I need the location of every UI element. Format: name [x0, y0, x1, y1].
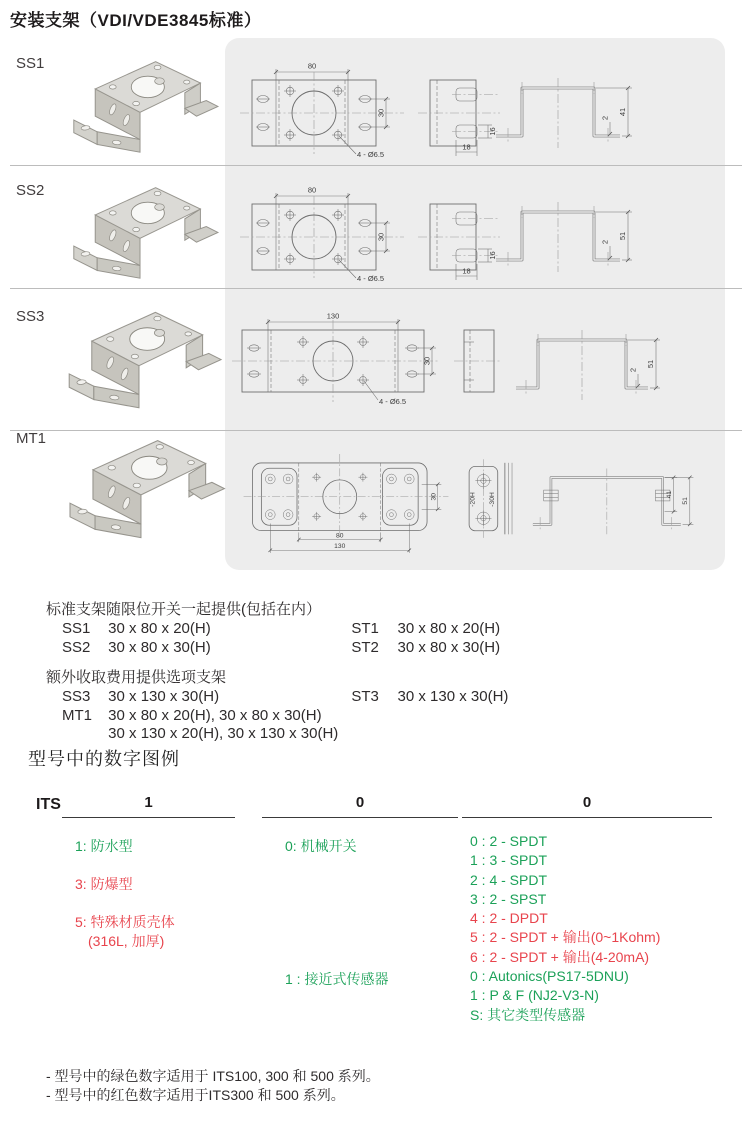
size-code: SS2: [62, 639, 91, 656]
legend-col1-item-1: 1: 防水型: [75, 838, 133, 854]
note-red-series: - 型号中的红色数字适用于ITS300 和 500 系列。: [46, 1087, 345, 1103]
dim-label: 51: [682, 497, 690, 505]
legend-col3-item: 1 : 3 - SPDT: [470, 852, 548, 869]
model-digit-slot-1: [62, 794, 235, 818]
model-digit-1: 1: [144, 794, 153, 811]
size-value: 30 x 80 x 20(H), 30 x 80 x 30(H): [108, 707, 322, 724]
dim-label: 80: [307, 185, 317, 195]
size-row-mt1-cont: [62, 725, 338, 742]
size-row-ss3: [62, 688, 508, 705]
size-value: 30 x 130 x 30(H): [108, 688, 220, 705]
model-digit-slot-2: [262, 794, 458, 818]
drawing-ss3-profile: [508, 296, 668, 418]
dim-label: 51: [618, 231, 627, 241]
bracket-photo-ss1: [58, 48, 224, 160]
drawing-ss1-profile: [486, 44, 641, 166]
drawing-ss2-profile: [486, 168, 641, 290]
model-legend-heading: 型号中的数字图例: [28, 749, 180, 769]
size-code: ST2: [351, 639, 379, 656]
drawing-mt1-profile: [522, 436, 707, 555]
model-digit-3: 0: [582, 794, 592, 811]
dim-label: 4 - Ø6.5: [357, 150, 385, 159]
dim-label: 80: [307, 61, 317, 71]
dim-label: 18: [462, 266, 471, 276]
legend-col3-item: 0 : 2 - SPDT: [470, 833, 548, 849]
drawing-ss3-side: [452, 296, 504, 418]
dim-label: 16: [488, 251, 497, 260]
legend-col3-item: 4 : 2 - DPDT: [470, 910, 548, 927]
dim-label: 130: [334, 543, 346, 550]
dim-label: 51: [646, 359, 655, 369]
bracket-row-label-ss3: SS3: [16, 308, 45, 325]
dim-label: 41: [618, 107, 627, 117]
legend-col3-item: 6 : 2 - SPDT + 输出(4-20mA): [470, 948, 650, 965]
dim-label: 4 - Ø6.5: [379, 397, 407, 406]
dim-label: -30H: [489, 492, 497, 507]
dim-label: 4 - Ø6.5: [357, 274, 385, 283]
dim-label: 30: [422, 356, 432, 366]
legend-col1-item-3-sub: (316L, 加厚): [88, 933, 165, 949]
page-title: 安装支架（VDI/VDE3845标准）: [10, 11, 262, 30]
drawing-ss3-front: [228, 296, 443, 418]
size-value: 30 x 80 x 20(H): [397, 620, 501, 637]
dim-label: 2: [628, 367, 638, 373]
size-value: 30 x 130 x 20(H), 30 x 130 x 30(H): [108, 725, 339, 742]
legend-col2-item-1: 0: 机械开关: [285, 838, 357, 854]
bracket-photo-ss2: [58, 174, 224, 286]
bracket-row-label-ss2: SS2: [16, 182, 45, 199]
legend-col1-item-3: 5: 特殊材质壳体: [75, 914, 175, 930]
legend-col3-item: 5 : 2 - SPDT + 输出(0~1Kohm): [470, 929, 661, 946]
dim-label: 30: [430, 493, 438, 501]
model-digit-slot-3: [462, 794, 712, 818]
legend-col2-item-2: 1 : 接近式传感器: [285, 971, 389, 987]
size-code: MT1: [62, 707, 92, 724]
size-row-mt1: [62, 707, 322, 724]
legend-col3-item: S: 其它类型传感器: [470, 1006, 586, 1023]
size-value: 30 x 130 x 30(H): [397, 688, 509, 705]
optional-heading: 额外收取费用提供选项支架: [46, 669, 227, 686]
legend-col3-item: 2 : 4 - SPDT: [470, 871, 548, 888]
dim-label: 130: [326, 311, 340, 321]
legend-col3-list: [470, 832, 660, 1025]
legend-col3-item: 3 : 2 - SPST: [470, 890, 547, 907]
bracket-photo-ss3: [50, 298, 230, 416]
size-code: ST3: [351, 688, 379, 705]
dim-label: 2: [600, 115, 610, 121]
size-code: SS3: [62, 688, 91, 705]
size-code: ST1: [351, 620, 379, 637]
note-green-series: - 型号中的绿色数字适用于 ITS100, 300 和 500 系列。: [46, 1068, 380, 1084]
legend-col3-item: 0 : Autonics(PS17-5DNU): [470, 968, 629, 985]
dim-label: 16: [488, 127, 497, 136]
legend-col3-item: 1 : P & F (NJ2-V3-N): [470, 987, 599, 1004]
dim-label: 2: [600, 239, 610, 245]
bracket-row-label-mt1: MT1: [16, 430, 46, 447]
model-prefix: ITS: [36, 796, 61, 813]
dim-label: 18: [462, 142, 471, 152]
dim-label: 30: [376, 108, 386, 118]
size-value: 30 x 80 x 20(H): [108, 620, 211, 637]
bracket-photo-mt1: [52, 426, 232, 546]
size-row-ss2: [62, 639, 500, 656]
included-heading: 标准支架随限位开关一起提供(包括在内）: [46, 601, 321, 618]
model-digit-2: 0: [355, 794, 365, 811]
legend-col1-item-2: 3: 防爆型: [75, 876, 133, 892]
dim-label: 41: [665, 490, 673, 499]
drawing-mt1-front: [240, 436, 452, 554]
size-value: 30 x 80 x 30(H): [108, 639, 211, 656]
dim-label: 30: [376, 232, 386, 242]
dim-label: 80: [336, 532, 344, 540]
drawing-ss1-front: [232, 44, 412, 166]
drawing-ss2-front: [232, 168, 412, 290]
size-value: 30 x 80 x 30(H): [397, 639, 501, 656]
drawing-mt1-mid: [456, 436, 518, 554]
bracket-row-label-ss1: SS1: [16, 55, 45, 72]
size-code: SS1: [62, 620, 91, 637]
size-row-ss1: [62, 620, 500, 637]
dim-label: -20H: [469, 492, 477, 507]
